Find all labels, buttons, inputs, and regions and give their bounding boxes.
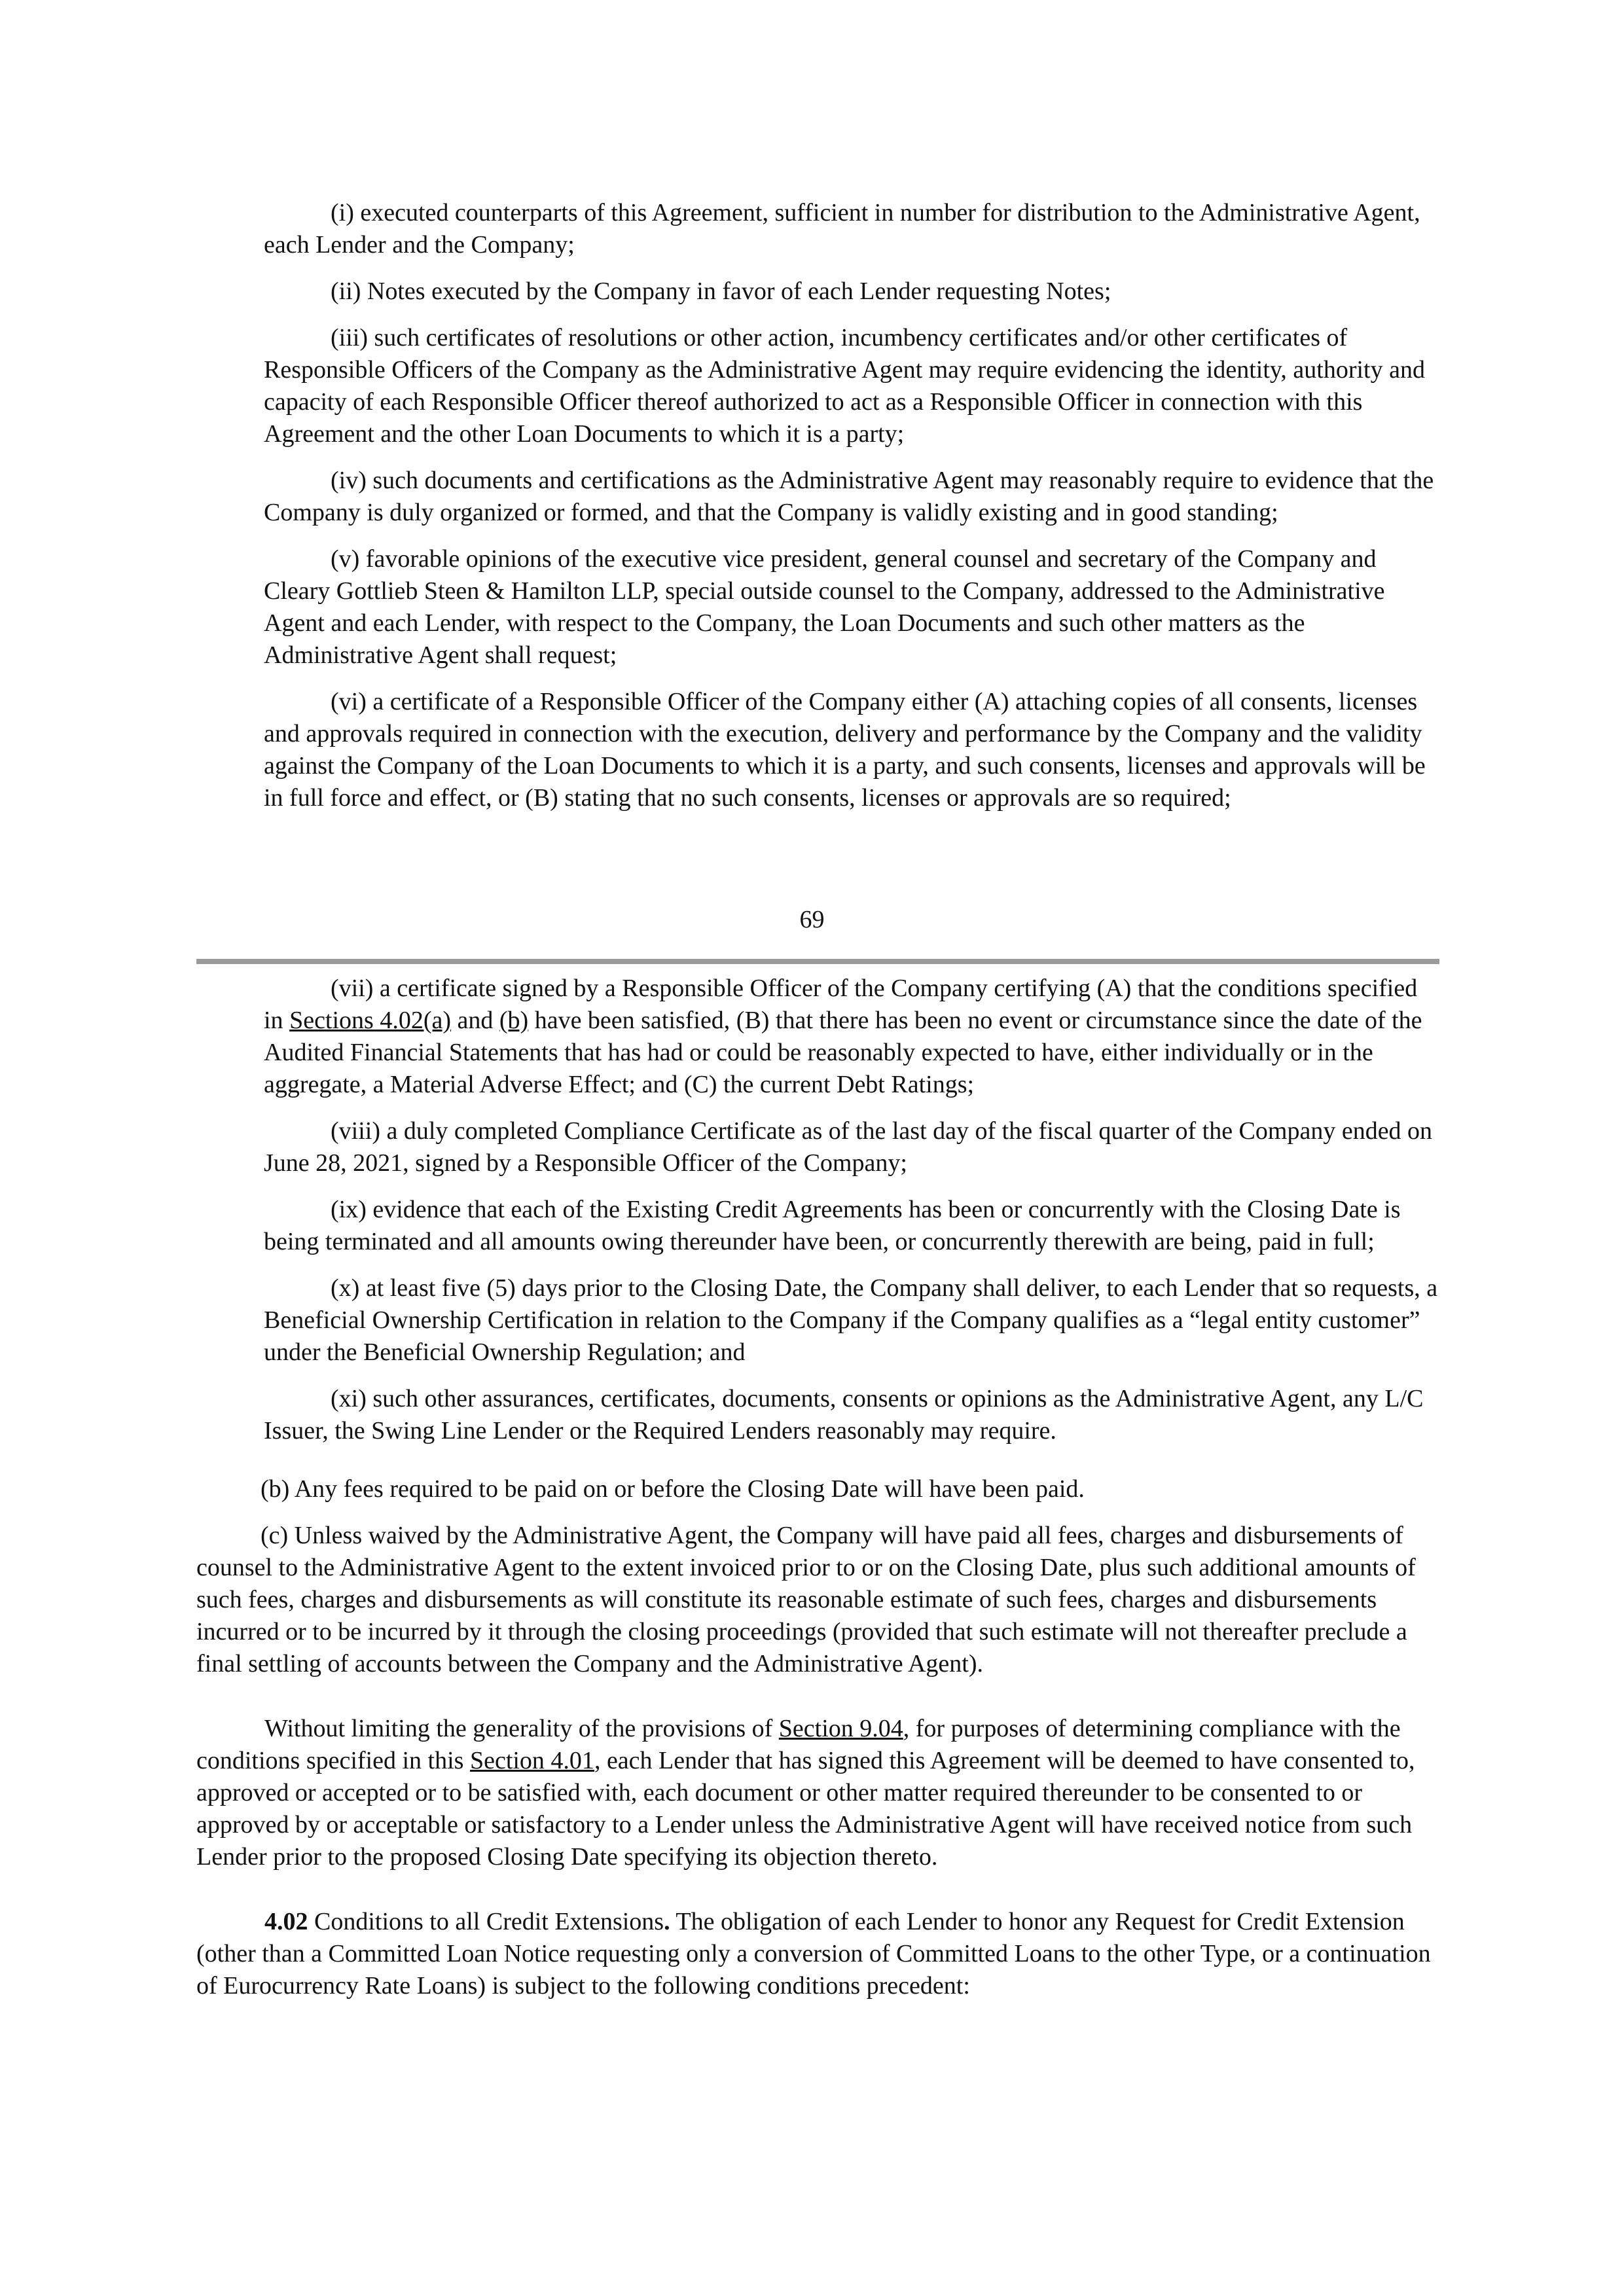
item-x: (x) at least five (5) days prior to the Closing Date, the Company shall deliver, to each Lender that so requests, a Beneficial Ownership Certification in relation to the Company if the Company qualifies as a “legal entity customer” under the Beneficial Ownership Regulation; and bbox=[264, 1274, 1438, 1366]
item-v: (v) favorable opinions of the executive vice president, general counsel and secretary of the Company and Cleary Gottlieb Steen & Hamilton LLP, special outside counsel to the Company, addressed to the Administrative Agent and each Lender, with respect to the Company, the Loan Documents and such other matters as the Administrative Agent shall request; bbox=[264, 545, 1385, 669]
page-70-body bbox=[0, 973, 1624, 2002]
section-402-paragraph bbox=[196, 1906, 1441, 2002]
item-xi: (xi) such other assurances, certificates, documents, consents or opinions as the Administrative Agent, any L/C Issuer, the Swing Line Lender or the Required Lenders reasonably may require. bbox=[264, 1385, 1424, 1444]
page-number: 69 bbox=[799, 906, 825, 933]
without-limiting-paragraph bbox=[196, 1713, 1441, 1873]
item-i: (i) executed counterparts of this Agreement, sufficient in number for distribution to the Administrative Agent, each Lender and the Company; bbox=[264, 199, 1420, 259]
section-402-body: The obligation of each Lender to honor any Request for Credit Extension (other than a Committed Loan Notice requesting only a conversion of Committed Loans to the other Type, or a continuation of Eurocurrency Rate Loans) is subject to the following conditions precedent: bbox=[196, 1908, 1431, 2000]
item-iv: (iv) such documents and certifications as the Administrative Agent may reasonably require to evidence that the Company is duly organized or formed, and that the Company is validly existing and in good standing; bbox=[264, 467, 1434, 526]
sections-402a-link[interactable]: Sections 4.02(a) bbox=[289, 1007, 452, 1034]
item-vi: (vi) a certificate of a Responsible Officer of the Company either (A) attaching copies of all consents, licenses and approvals required in connection with the execution, delivery and performance by the Company and the validity against the Company of the Loan Documents to which it is a party, and such consents, licenses and approvals will be in full force and effect, or (B) stating that no such consents, licenses or approvals are so required; bbox=[264, 688, 1426, 812]
clause-b: (b) Any fees required to be paid on or before the Closing Date will have been paid. bbox=[261, 1475, 1085, 1503]
page-break-divider bbox=[196, 959, 1439, 964]
item-iii: (iii) such certificates of resolutions or other action, incumbency certificates and/or other certificates of Responsible Officers of the Company as the Administrative Agent may require evidencing the identity, authority and capacity of each Responsible Officer thereof authorized to act as a Responsible Officer in connection with this Agreement and the other Loan Documents to which it is a party; bbox=[264, 324, 1425, 448]
item-vii-text-3: have been satisfied, (B) that there has been no event or circumstance since the date of the Audited Financial Statements that has had or could be reasonably expected to have, either individually or in the aggregate, a Material Adverse Effect; and (C) the current Debt Ratings; bbox=[264, 1007, 1422, 1098]
item-vii-text-1: (vii) a certificate signed by a Responsible Officer of the Company certifying (A) that the conditions specified in bbox=[264, 975, 1418, 1034]
without-limiting-text-1: Without limiting the generality of the provisions of bbox=[264, 1715, 779, 1742]
page-69-body bbox=[0, 197, 1624, 814]
item-vii bbox=[264, 973, 1441, 1101]
section-402b-link[interactable]: (b) bbox=[499, 1007, 529, 1034]
without-limiting-text-2: , for purposes of determining compliance with the conditions specified in this bbox=[196, 1715, 1401, 1774]
section-401-link[interactable]: Section 4.01 bbox=[469, 1747, 594, 1774]
section-904-link[interactable]: Section 9.04 bbox=[778, 1715, 903, 1742]
section-402-number: 4.02 bbox=[264, 1908, 308, 1935]
section-402-title: Conditions to all Credit Extensions bbox=[308, 1908, 664, 1935]
item-viii: (viii) a duly completed Compliance Certificate as of the last day of the fiscal quarter of the Company ended on June 28, 2021, signed by a Responsible Officer of the Company; bbox=[264, 1117, 1433, 1177]
clause-c: (c) Unless waived by the Administrative Agent, the Company will have paid all fees, charges and disbursements of counsel to the Administrative Agent to the extent invoiced prior to or on the Closing Date, plus such additional amounts of such fees, charges and disbursements as will constitute its reasonable estimate of such fees, charges and disbursements incurred or to be incurred by it through the closing proceedings (provided that such estimate will not thereafter preclude a final settling of accounts between the Company and the Administrative Agent). bbox=[196, 1522, 1416, 1677]
item-ix: (ix) evidence that each of the Existing Credit Agreements has been or concurrently with the Closing Date is being terminated and all amounts owing thereunder have been, or concurrently therewith are being, paid in full; bbox=[264, 1196, 1401, 1255]
without-limiting-text-3: , each Lender that has signed this Agreement will be deemed to have consented to, approved or accepted or to be satisfied with, each document or other matter required thereunder to be consented to or approved by or acceptable or satisfactory to a Lender unless the Administrative Agent will have received notice from such Lender prior to the proposed Closing Date specifying its objection thereto. bbox=[196, 1747, 1415, 1871]
item-vii-text-2: and bbox=[451, 1007, 499, 1034]
item-ii: (ii) Notes executed by the Company in favor of each Lender requesting Notes; bbox=[331, 278, 1111, 305]
section-402-title-period: . bbox=[664, 1908, 670, 1935]
